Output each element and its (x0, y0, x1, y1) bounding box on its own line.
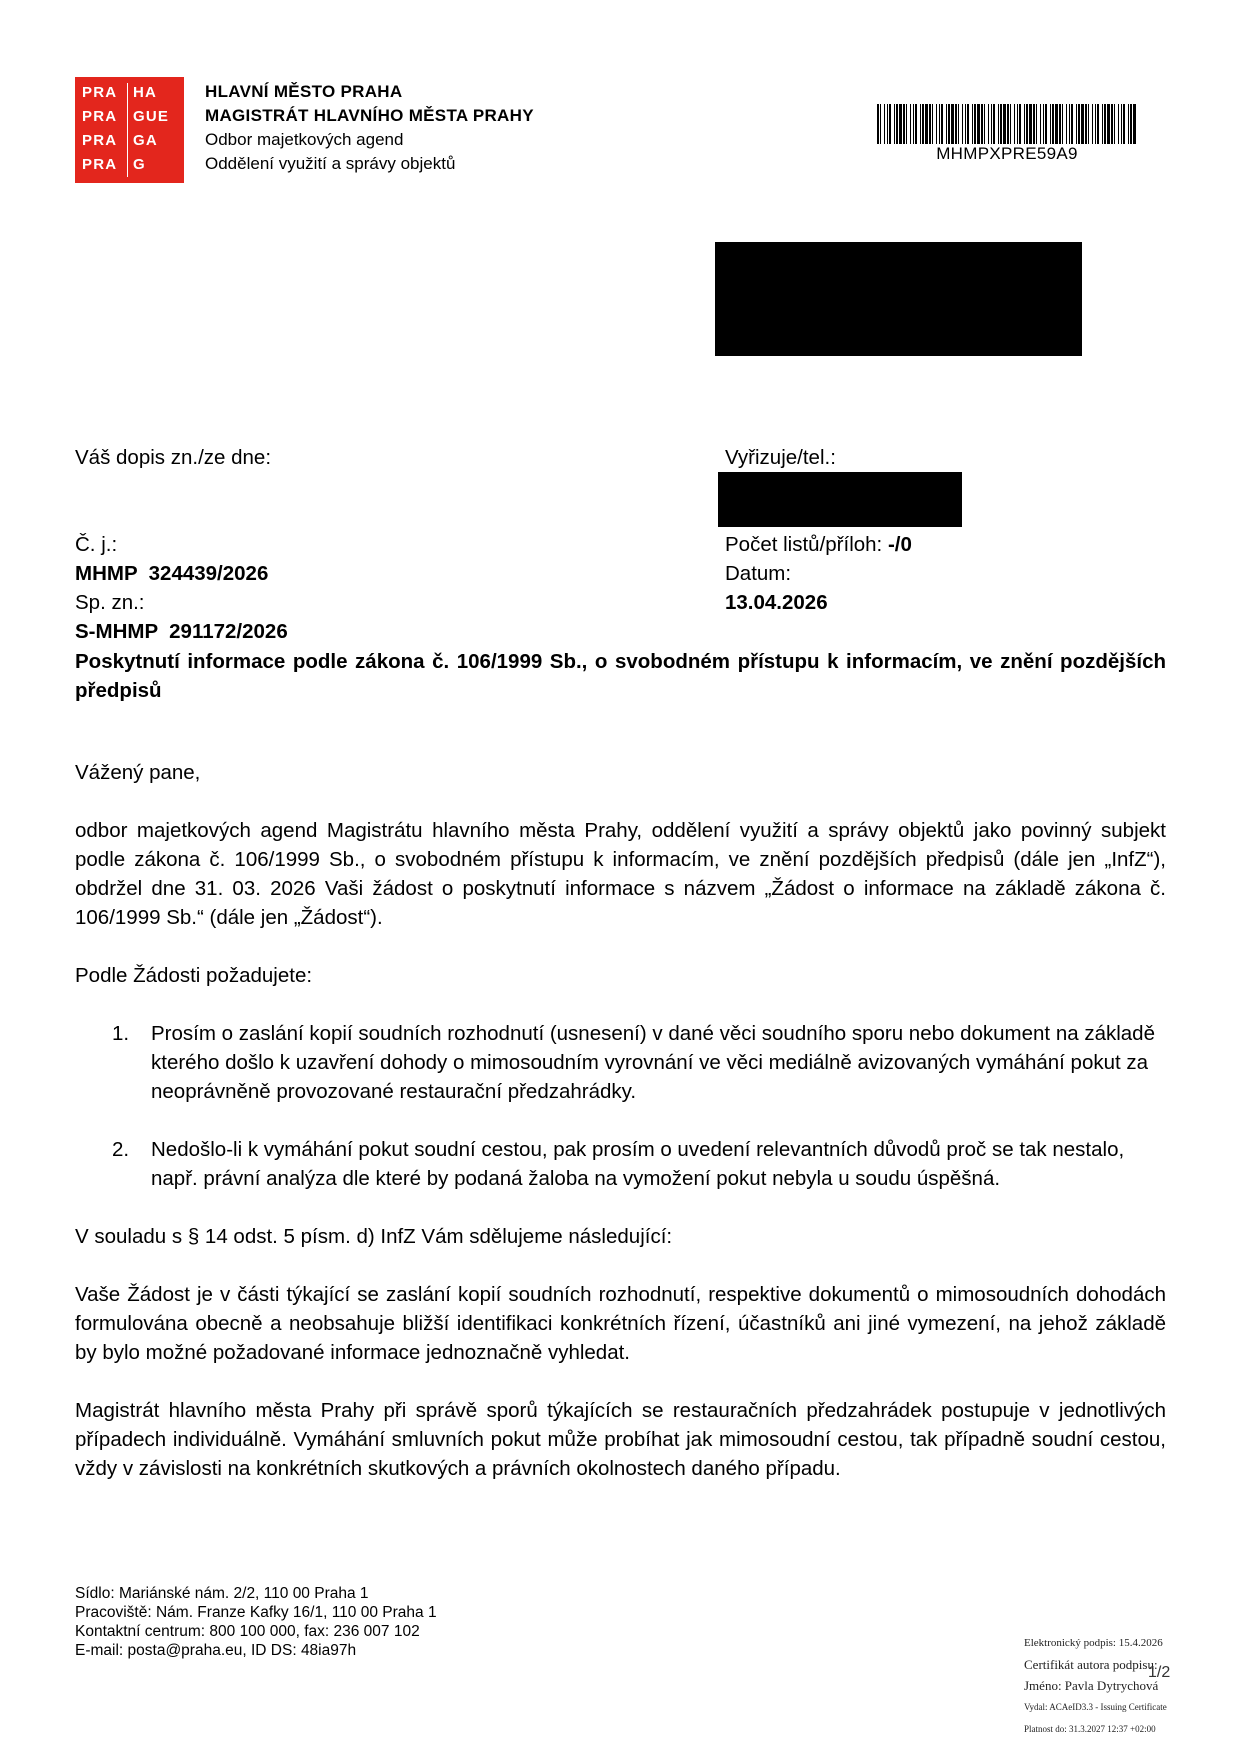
logo-divider (127, 83, 128, 177)
barcode-bar (1078, 104, 1080, 144)
date-value: 13.04.2026 (725, 591, 828, 614)
barcode-bar (941, 104, 943, 144)
signature-name: Jméno: Pavla Dytrychová (1024, 1678, 1159, 1693)
salutation: Vážený pane, (75, 761, 201, 784)
barcode-bar (889, 104, 891, 144)
barcode-bar (899, 104, 902, 144)
barcode-bar (1107, 104, 1110, 144)
barcode-bar (1092, 104, 1093, 144)
logo-text: GA (133, 132, 158, 149)
barcode-bar (1040, 104, 1041, 144)
footer-email: E-mail: posta@praha.eu, ID DS: 48ia97h (75, 1642, 357, 1659)
body-paragraph-1: odbor majetkových agend Magistrátu hlavního města Prahy, oddělení využití a správy objektů jako povinný subjekt podle zákona č. 106/1999 Sb., o svobodném přístupu k informacím, ve znění pozdějších předpisů (dále jen „InfZ“), obdržel dne 31. 03. 2026 Vaši žádost o poskytnutí informace s názvem „Žádost o informace na základě zákona č. 106/1999 Sb.“ (dále jen „Žádost“). (75, 819, 1166, 929)
barcode-bar (932, 104, 933, 144)
barcode-bar (913, 104, 914, 144)
signature-cert-label: Certifikát autora podpisu: (1024, 1657, 1158, 1672)
date-label: Datum: (725, 562, 792, 585)
barcode-bar (1123, 104, 1125, 144)
list-item-number: 2. (112, 1138, 130, 1161)
barcode-bar (896, 104, 898, 144)
footer-contact (75, 1584, 437, 1660)
page-number: 1/2 (1148, 1664, 1171, 1681)
barcode-bar (910, 104, 911, 144)
barcode-bar (1062, 104, 1063, 144)
barcode-bar (1055, 104, 1058, 144)
spzn-value: S-MHMP 291172/2026 (75, 620, 288, 643)
barcode-bar (965, 104, 966, 144)
barcode-bar (1076, 104, 1077, 144)
barcode-bar (967, 104, 969, 144)
barcode-bar (951, 104, 954, 144)
page-count-value: -/0 (887, 533, 912, 556)
barcode-bar (1024, 104, 1025, 144)
electronic-signature (1024, 1632, 1174, 1740)
barcode-bar (1007, 104, 1009, 144)
reference-right-column (725, 443, 1145, 617)
barcode-bar (946, 104, 947, 144)
barcode-bar (1121, 104, 1122, 144)
logo-text: PRA (82, 156, 118, 173)
barcode-bar (1017, 104, 1018, 144)
barcode-bar (958, 104, 959, 144)
signature-validity: Platnost do: 31.3.2027 12:37 +02:00 (1024, 1724, 1156, 1734)
barcode-bar (1130, 104, 1132, 144)
barcode-bar (922, 104, 924, 144)
list-item-text: Prosím o zaslání kopií soudních rozhodnutí (usnesení) v dané věci soudního sporu nebo dokument na základě kterého došlo k uzavření dohody o mimosoudním vyrovnání ve věci mediálně avizovaných vymáhání pokut za neoprávněně provozované restaurační předzahrádky. (151, 1022, 1155, 1103)
logo-text: PRA (82, 84, 118, 101)
list-item-text: Nedošlo-li k vymáhání pokut soudní cestou, pak prosím o uvedení relevantních důvodů proč se tak nestalo, např. právní analýza dle které by podaná žaloba na vymožení pokut nebyla u soudu úspěšná. (151, 1138, 1125, 1190)
praha-logo (75, 77, 184, 183)
body-paragraph-4: Vaše Žádost je v části týkající se zaslání kopií soudních rozhodnutí, respektive dokumentů o mimosoudních dohodách formulována obecně a neobsahuje bližší identifikaci konkrétních řízení, účastníků ani jiné vymezení, na jehož základě by bylo možné požadované informace jednoznačně vyhledat. (75, 1283, 1166, 1364)
barcode-bar (991, 104, 992, 144)
barcode-bar (1069, 104, 1070, 144)
barcode-bar (1050, 104, 1051, 144)
barcode-bar (1033, 104, 1035, 144)
reference-left-column (75, 443, 635, 646)
footer-workplace: Pracoviště: Nám. Franze Kafky 16/1, 110 00 Praha 1 (75, 1604, 437, 1621)
barcode-bar (877, 104, 879, 144)
barcode-bar (884, 104, 885, 144)
barcode-bar (1052, 104, 1054, 144)
barcode-text: MHMPXPRE59A9 (936, 144, 1078, 163)
barcode-bar (894, 104, 895, 144)
barcode-bar (1059, 104, 1061, 144)
barcode-bar (1071, 104, 1073, 144)
barcode-bar (925, 104, 928, 144)
org-line-3: Odbor majetkových agend (205, 130, 404, 149)
barcode-bar (1029, 104, 1032, 144)
signature-date: Elektronický podpis: 15.4.2026 (1024, 1637, 1163, 1649)
body-paragraph-2: Podle Žádosti požadujete: (75, 964, 313, 987)
org-line-4: Oddělení využití a správy objektů (205, 154, 456, 173)
barcode-bar (955, 104, 957, 144)
barcode-bar (1081, 104, 1084, 144)
footer-address: Sídlo: Mariánské nám. 2/2, 110 00 Praha 1 (75, 1585, 369, 1602)
barcode-bar (948, 104, 950, 144)
barcode-bar (880, 104, 881, 144)
barcode-bar (887, 104, 888, 144)
barcode-bar (1003, 104, 1006, 144)
your-letter-label: Váš dopis zn./ze dne: (75, 446, 272, 469)
barcode-bar (1128, 104, 1129, 144)
list-item (75, 1135, 1166, 1193)
barcode-bar (1085, 104, 1087, 144)
barcode-bar (1010, 104, 1011, 144)
organization-header (205, 80, 534, 176)
barcode-bar (998, 104, 999, 144)
barcode-bar (1000, 104, 1002, 144)
barcode-bar (1095, 104, 1096, 144)
logo-text: GUE (133, 108, 170, 125)
logo-text: HA (133, 84, 158, 101)
spzn-label: Sp. zn.: (75, 591, 145, 614)
barcode-bar (906, 104, 907, 144)
body-paragraph-3: V souladu s § 14 odst. 5 písm. d) InfZ Vám sdělujeme následující: (75, 1225, 673, 1248)
page-count-row (725, 530, 1145, 559)
list-item-number: 1. (112, 1022, 130, 1045)
barcode-bar (962, 104, 963, 144)
signature-issuer: Vydal: ACAeID3.3 - Issuing Certificate (1024, 1702, 1167, 1712)
barcode-bar (1045, 104, 1047, 144)
barcode-bar (1097, 104, 1099, 144)
barcode-bar (936, 104, 937, 144)
logo-text: PRA (82, 108, 118, 125)
barcode-bar (1043, 104, 1044, 144)
logo-text: PRA (82, 132, 118, 149)
barcode-bar (1114, 104, 1115, 144)
barcode-bar (984, 104, 985, 144)
barcode-bar (981, 104, 983, 144)
barcode-bar (1133, 104, 1136, 144)
barcode (877, 104, 1137, 144)
body-paragraph-5: Magistrát hlavního města Prahy při správě sporů týkajících se restauračních předzahrádek postupuje v jednotlivých případech individuálně. Vymáhání smluvních pokut může probíhat jak mimosoudní cestou, tak případně soudní cestou, vždy v závislosti na konkrétních skutkových a právních okolnostech daného případu. (75, 1399, 1166, 1480)
barcode-bar (903, 104, 905, 144)
barcode-bar (1066, 104, 1067, 144)
barcode-bar (915, 104, 917, 144)
barcode-bar (988, 104, 989, 144)
barcode-bar (1104, 104, 1106, 144)
barcode-bar (1019, 104, 1021, 144)
org-line-1: HLAVNÍ MĚSTO PRAHA (205, 82, 403, 101)
page-count-label: Počet listů/příloh: (725, 533, 888, 556)
barcode-bar (1026, 104, 1028, 144)
barcode-bar (1036, 104, 1037, 144)
letter-subject: Poskytnutí informace podle zákona č. 106/1999 Sb., o svobodném přístupu k informacím, ve znění pozdějších předpisů (75, 650, 1166, 702)
logo-text: G (133, 156, 146, 173)
barcode-bar (929, 104, 931, 144)
barcode-bar (1014, 104, 1015, 144)
request-list (75, 1019, 1166, 1222)
redacted-address-block (715, 242, 1082, 356)
barcode-bar (972, 104, 973, 144)
barcode-bar (974, 104, 976, 144)
handled-by-label: Vyřizuje/tel.: (725, 446, 836, 469)
org-line-2: MAGISTRÁT HLAVNÍHO MĚSTA PRAHY (205, 106, 534, 125)
barcode-bar (920, 104, 921, 144)
barcode-bar (1102, 104, 1103, 144)
barcode-bar (993, 104, 995, 144)
list-item (75, 1019, 1166, 1106)
cj-value: MHMP 324439/2026 (75, 562, 269, 585)
barcode-bar (977, 104, 980, 144)
barcode-bar (939, 104, 940, 144)
cj-label: Č. j.: (75, 533, 118, 556)
barcode-bar (1088, 104, 1089, 144)
barcode-bar (1118, 104, 1119, 144)
barcode-bar (1111, 104, 1113, 144)
footer-contact-center: Kontaktní centrum: 800 100 000, fax: 236 007 102 (75, 1623, 420, 1640)
